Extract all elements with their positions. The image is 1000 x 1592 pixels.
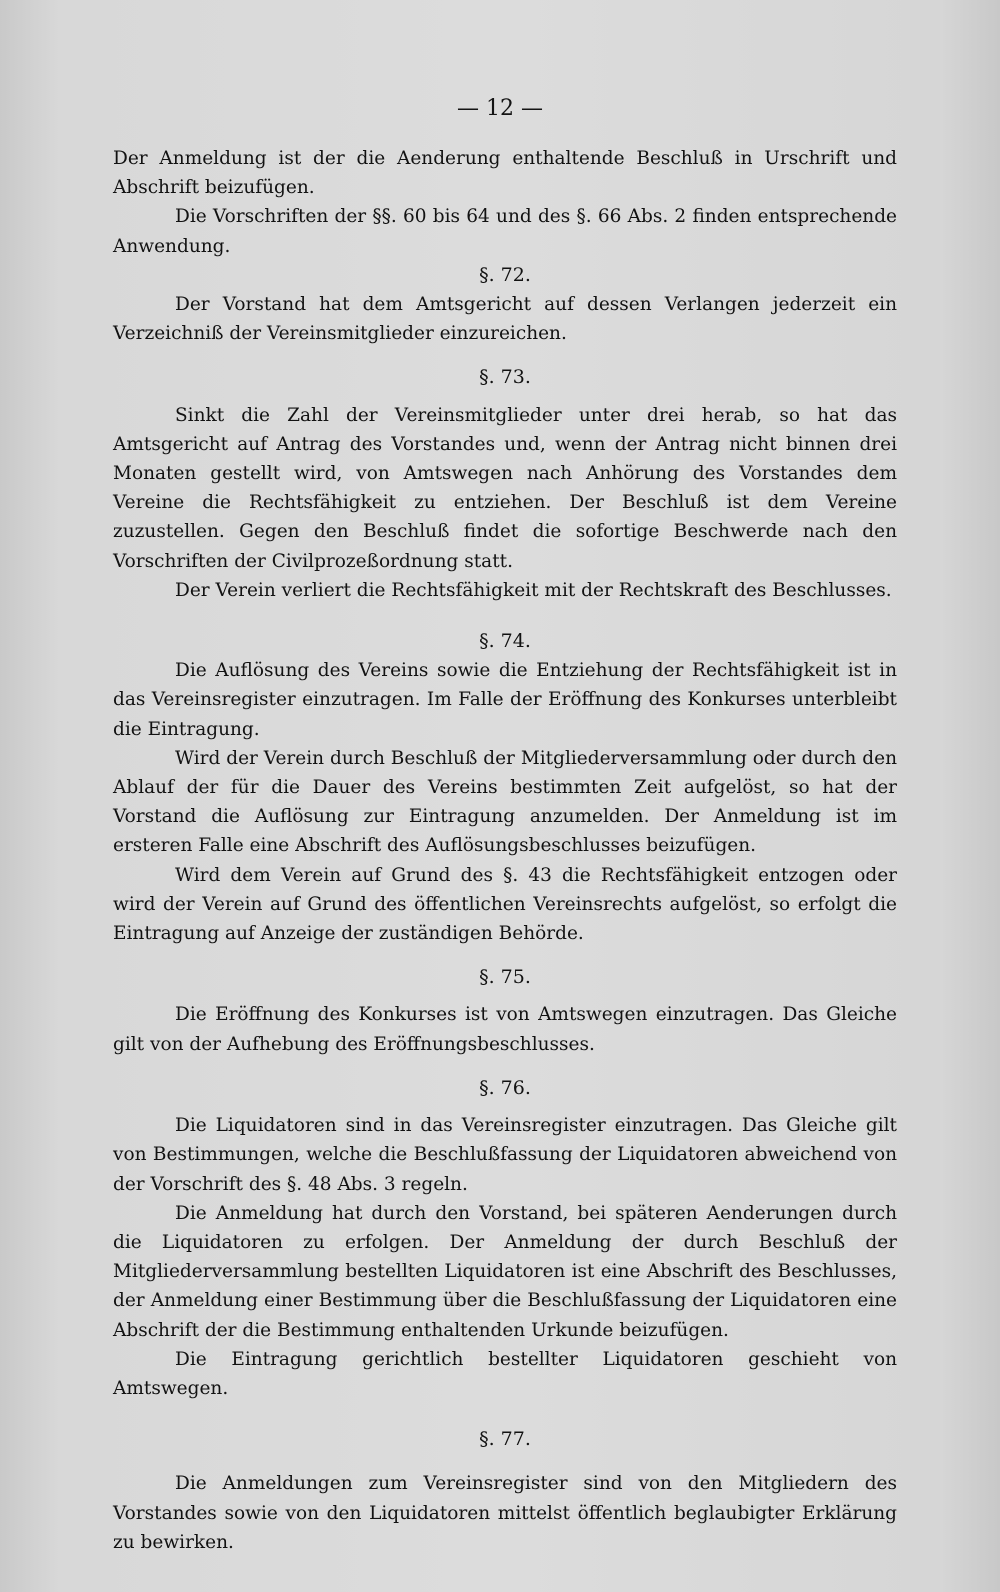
section-heading-75: §. 75. (479, 966, 531, 989)
paragraph-73-1: Sinkt die Zahl der Vereinsmitglieder unter drei herab, so hat das Amtsgericht auf Antrag des Vorstandes und, wenn der Antrag nicht binnen drei Monaten gestellt wird, von Amtswegen nach Anhörung des Vorstandes dem Vereine die Rechtsfähigkeit zu entziehen. Der Beschluß ist dem Vereine zuzustellen. Gegen den Beschluß findet die sofortige Beschwerde nach den Vorschriften der Civilprozeßordnung statt. (113, 404, 897, 572)
section-heading-76: §. 76. (479, 1076, 531, 1099)
paragraph-75-1: Die Eröffnung des Konkurses ist von Amtswegen einzutragen. Das Gleiche gilt von der Aufhebung des Eröffnungsbeschlusses. (113, 1004, 897, 1055)
page-body (113, 144, 897, 1557)
paragraph-76-3: Die Eintragung gerichtlich bestellter Liquidatoren geschieht von Amtswegen. (113, 1348, 897, 1399)
paragraph-intro-2: Die Vorschriften der §§. 60 bis 64 und des §. 66 Abs. 2 finden entsprechende Anwendung. (113, 206, 897, 257)
page-number: — 12 — (457, 96, 543, 121)
section-heading-73: §. 73. (479, 366, 531, 389)
paragraph-77-1: Die Anmeldungen zum Vereinsregister sind von den Mitgliedern des Vorstandes sowie von den Liquidatoren mittelst öffentlich beglaubigter Erklärung zu bewirken. (113, 1473, 897, 1553)
section-heading-72: §. 72. (479, 263, 531, 286)
paragraph-74-1: Die Auflösung des Vereins sowie die Entziehung der Rechtsfähigkeit ist in das Vereinsregister einzutragen. Im Falle der Eröffnung des Konkurses unterbleibt die Eintragung. (113, 660, 897, 740)
paragraph-74-2: Wird der Verein durch Beschluß der Mitgliederversammlung oder durch den Ablauf der für die Dauer des Vereins bestimmten Zeit aufgelöst, so hat der Vorstand die Auflösung zur Eintragung anzumelden. Der Anmeldung ist im ersteren Falle eine Abschrift des Auflösungsbeschlusses beizufügen. (113, 747, 897, 857)
section-heading-77: §. 77. (479, 1428, 531, 1451)
section-heading-74: §. 74. (479, 630, 531, 653)
paragraph-76-2: Die Anmeldung hat durch den Vorstand, bei späteren Aenderungen durch die Liquidatoren zu erfolgen. Der Anmeldung der durch Beschluß der Mitgliederversammlung bestellten Liquidatoren ist eine Abschrift des Beschlusses, der Anmeldung einer Bestimmung über die Beschlußfassung der Liquidatoren eine Abschrift der die Bestimmung enthaltenden Urkunde beizufügen. (113, 1202, 897, 1341)
paragraph-74-3: Wird dem Verein auf Grund des §. 43 die Rechtsfähigkeit entzogen oder wird der Verein auf Grund des öffentlichen Vereinsrechts aufgelöst, so erfolgt die Eintragung auf Anzeige der zuständigen Behörde. (113, 864, 897, 945)
paragraph-72-1: Der Vorstand hat dem Amtsgericht auf dessen Verlangen jederzeit ein Verzeichniß der Vereinsmitglieder einzureichen. (113, 294, 897, 345)
paragraph-73-2: Der Verein verliert die Rechtsfähigkeit mit der Rechtskraft des Beschlusses. (175, 579, 892, 601)
paragraph-76-1: Die Liquidatoren sind in das Vereinsregister einzutragen. Das Gleiche gilt von Bestimmungen, welche die Beschlußfassung der Liquidatoren abweichend von der Vorschrift des §. 48 Abs. 3 regeln. (113, 1115, 897, 1195)
paragraph-intro-1: Der Anmeldung ist der die Aenderung enthaltende Beschluß in Urschrift und Abschrift beizufügen. (113, 148, 897, 199)
